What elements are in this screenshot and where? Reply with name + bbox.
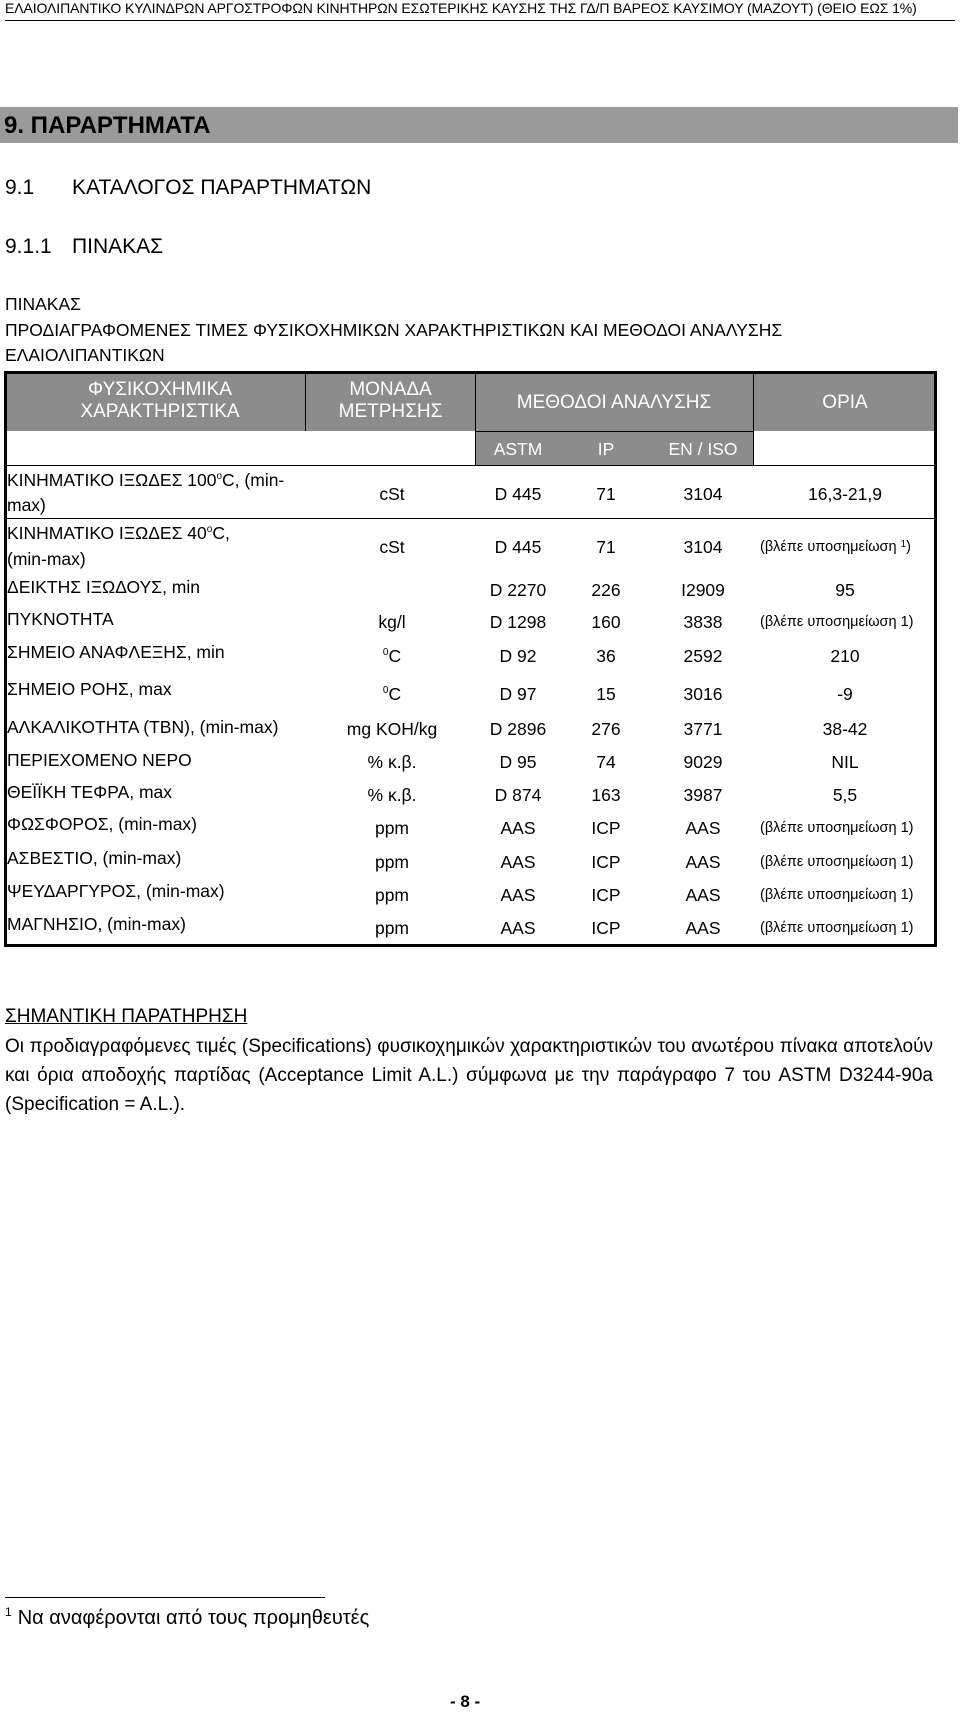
header-methods: ΜΕΘΟΔΟΙ ΑΝΑΛΥΣΗΣ (516, 392, 712, 413)
table-caption-line-1: ΠΙΝΑΚΑΣ (5, 294, 81, 314)
row4-astm: D 1298 (489, 612, 547, 632)
row2-property: ΚΙΝΗΜΑΤΙΚΟ ΙΞΩΔΕΣ 40 (7, 523, 207, 543)
row11-astm: AAS (500, 852, 536, 872)
row4-ip: 160 (591, 612, 621, 632)
row12-astm: AAS (500, 885, 536, 905)
row11-en-iso: AAS (685, 852, 721, 872)
row9-unit: % κ.β. (367, 785, 417, 805)
row2-limit-end: ) (906, 539, 911, 555)
row10-astm: AAS (500, 818, 536, 838)
row2-unit: cSt (379, 537, 405, 557)
row10-unit: ppm (374, 818, 410, 838)
row3-en-iso: I2909 (681, 580, 725, 600)
row2-limit (760, 539, 911, 555)
row6-property: ΣΗΜΕΙΟ ΡΟΗΣ, max (7, 679, 172, 699)
subsection-title: ΚΑΤΑΛΟΓΟΣ ΠΑΡΑΡΤΗΜΑΤΩΝ (72, 176, 372, 199)
row2-ip: 71 (596, 537, 616, 557)
grid-v-header-3 (753, 374, 754, 465)
notice-body: Οι προδιαγραφόμενες τιμές (Specifications) φυσικοχημικών χαρακτηριστικών του ανωτέρου πίνακα αποτελούν και όρια αποδοχής παρτίδας (Acceptance Limit A.L.) σύμφωνα με την παράγραφο 7 του ASTM D3244-90a (Specification = A.L.). (5, 1036, 933, 1115)
section-title: 9. ΠΑΡΑΡΤΗΜΑΤΑ (4, 112, 211, 139)
row13-ip: ICP (591, 918, 621, 938)
row3-limit: 95 (835, 580, 855, 600)
row13-en-iso: AAS (685, 918, 721, 938)
subsubsection-title: ΠΙΝΑΚΑΣ (72, 235, 164, 258)
row12-property: ΨΕΥΔΑΡΓΥΡΟΣ, (min-max) (7, 881, 225, 901)
row1-property-b: C, (min- (222, 470, 285, 490)
row1-unit: cSt (379, 484, 405, 504)
row5-ip: 36 (596, 646, 616, 666)
row10-limit: (βλέπε υποσημείωση 1) (760, 820, 914, 836)
row8-unit: % κ.β. (367, 752, 417, 772)
footnote-text: Να αναφέρονται από τους προμηθευτές (17, 1607, 370, 1629)
row5-en-iso: 2592 (683, 646, 723, 666)
header-property-line-2: ΧΑΡΑΚΤΗΡΙΣΤΙΚΑ (80, 401, 240, 422)
row6-unit (330, 684, 454, 705)
row2-limit-footnote-ref: 1 (900, 539, 907, 550)
grid-v-header-1 (305, 374, 306, 431)
row7-en-iso: 3771 (683, 719, 723, 739)
row7-property: ΑΛΚΑΛΙΚΟΤΗΤΑ (TBN), (min-max) (7, 717, 279, 737)
row7-ip: 276 (591, 719, 621, 739)
row6-en-iso: 3016 (683, 684, 723, 704)
row11-ip: ICP (591, 852, 621, 872)
row9-limit: 5,5 (832, 785, 858, 805)
row12-ip: ICP (591, 885, 621, 905)
row4-en-iso: 3838 (683, 612, 723, 632)
row1-ip: 71 (596, 484, 616, 504)
row8-en-iso: 9029 (683, 752, 723, 772)
row2-en-iso: 3104 (683, 537, 723, 557)
header-property-line-1: ΦΥΣΙΚΟΧΗΜΙΚΑ (88, 379, 232, 400)
row10-property: ΦΩΣΦΟΡΟΣ, (min-max) (7, 814, 198, 834)
row3-property: ΔΕΙΚΤΗΣ ΙΞΩΔΟΥΣ, min (7, 577, 201, 597)
table-row (7, 523, 230, 544)
table-caption-line-2: ΠΡΟΔΙΑΓΡΑΦΟΜΕΝΕΣ ΤΙΜΕΣ ΦΥΣΙΚΟΧΗΜΙΚΩΝ ΧΑΡΑΚΤΗΡΙΣΤΙΚΩΝ ΚΑΙ ΜΕΘΟΔΟΙ ΑΝΑΛΥΣΗΣ (5, 320, 783, 340)
grid-h-subheader (475, 431, 753, 432)
notice-title: ΣΗΜΑΝΤΙΚΗ ΠΑΡΑΤΗΡΗΣΗ (5, 1006, 248, 1027)
row9-ip: 163 (591, 785, 621, 805)
header-en-iso: EN / ISO (668, 439, 738, 459)
row5-property: ΣΗΜΕΙΟ ΑΝΑΦΛΕΞΗΣ, min (7, 642, 225, 662)
row9-property: ΘΕΪΪΚΗ ΤΕΦΡΑ, max (7, 782, 173, 802)
row13-property: ΜΑΓΝΗΣΙΟ, (min-max) (7, 914, 186, 934)
header-limits: ΟΡΙΑ (822, 392, 868, 413)
row4-property: ΠΥΚΝΟΤΗΤΑ (7, 609, 114, 629)
row11-limit: (βλέπε υποσημείωση 1) (760, 854, 914, 870)
row1-property-line-2: max) (7, 495, 46, 515)
row2-property-line-2: (min-max) (7, 549, 86, 569)
row2-property-sup: ο (206, 524, 213, 536)
row12-en-iso: AAS (685, 885, 721, 905)
row1-property-sup: ο (216, 471, 223, 483)
row2-property-b: C, (212, 523, 230, 543)
header-property (40, 379, 280, 423)
row13-unit: ppm (374, 918, 410, 938)
row5-astm: D 92 (499, 646, 537, 666)
row9-astm: D 874 (494, 785, 542, 805)
row5-unit (330, 646, 454, 667)
row1-limit: 16,3-21,9 (808, 484, 882, 504)
row11-property: ΑΣΒΕΣΤΙΟ, (min-max) (7, 848, 182, 868)
row8-astm: D 95 (499, 752, 537, 772)
row13-astm: AAS (500, 918, 536, 938)
header-unit (318, 379, 463, 423)
footnote-number: 1 (5, 1605, 12, 1619)
row6-unit-text: C (388, 684, 402, 704)
row11-unit: ppm (374, 852, 410, 872)
grid-h-row-1 (7, 518, 934, 519)
header-astm: ASTM (493, 439, 543, 459)
row8-limit: NIL (831, 752, 859, 772)
row3-ip: 226 (591, 580, 621, 600)
row12-unit: ppm (374, 885, 410, 905)
row6-astm: D 97 (499, 684, 537, 704)
row7-unit: mg KOH/kg (346, 719, 438, 739)
header-ip: IP (597, 439, 615, 459)
row13-limit: (βλέπε υποσημείωση 1) (760, 920, 914, 936)
grid-h-header-bottom (7, 465, 934, 466)
row10-ip: ICP (591, 818, 621, 838)
row7-limit: 38-42 (822, 719, 868, 739)
header-divider (5, 20, 955, 21)
row8-ip: 74 (596, 752, 616, 772)
header-unit-line-1: ΜΟΝΑΔΑ (349, 379, 432, 400)
subsubsection-heading (5, 235, 164, 259)
section-heading-bar (0, 107, 958, 143)
row2-astm: D 445 (494, 537, 542, 557)
row7-astm: D 2896 (489, 719, 547, 739)
row5-unit-sup: 0 (382, 647, 389, 659)
row6-ip: 15 (596, 684, 616, 704)
footnote-divider (5, 1597, 325, 1598)
row9-en-iso: 3987 (683, 785, 723, 805)
row8-property: ΠΕΡΙΕΧΟΜΕΝΟ ΝΕΡΟ (7, 750, 192, 770)
footnote (5, 1607, 369, 1630)
row5-unit-text: C (388, 646, 402, 666)
row4-unit: kg/l (378, 612, 406, 632)
row10-en-iso: AAS (685, 818, 721, 838)
table-row (7, 470, 284, 491)
row3-astm: D 2270 (489, 580, 547, 600)
row1-en-iso: 3104 (683, 484, 723, 504)
row2-limit-text: (βλέπε υποσημείωση (760, 539, 901, 555)
header-unit-line-2: ΜΕΤΡΗΣΗΣ (338, 401, 443, 422)
table-caption-line-3: ΕΛΑΙΟΛΙΠΑΝΤΙΚΩΝ (5, 345, 165, 365)
row12-limit: (βλέπε υποσημείωση 1) (760, 887, 914, 903)
subsection-number: 9.1 (5, 176, 35, 199)
grid-v-header-2 (475, 374, 476, 465)
row4-limit: (βλέπε υποσημείωση 1) (760, 614, 914, 630)
row5-limit: 210 (830, 646, 860, 666)
page-number: - 8 - (450, 1692, 481, 1711)
row1-astm: D 445 (494, 484, 542, 504)
running-header: ΕΛΑΙΟΛΙΠΑΝΤΙΚΟ ΚΥΛΙΝΔΡΩΝ ΑΡΓΟΣΤΡΟΦΩΝ ΚΙΝΗΤΗΡΩΝ ΕΣΩΤΕΡΙΚΗΣ ΚΑΥΣΗΣ ΤΗΣ ΓΔ/Π ΒΑΡΕΟΣ ΚΑΥΣΙΜΟΥ (ΜΑΖΟΥΤ) (ΘΕΙΟ ΕΩΣ 1%) (5, 0, 917, 16)
subsection-heading (5, 176, 372, 200)
subsubsection-number: 9.1.1 (5, 235, 52, 258)
row6-unit-sup: 0 (382, 685, 389, 697)
row1-property: ΚΙΝΗΜΑΤΙΚΟ ΙΞΩΔΕΣ 100 (7, 470, 217, 490)
row6-limit: -9 (837, 684, 853, 704)
